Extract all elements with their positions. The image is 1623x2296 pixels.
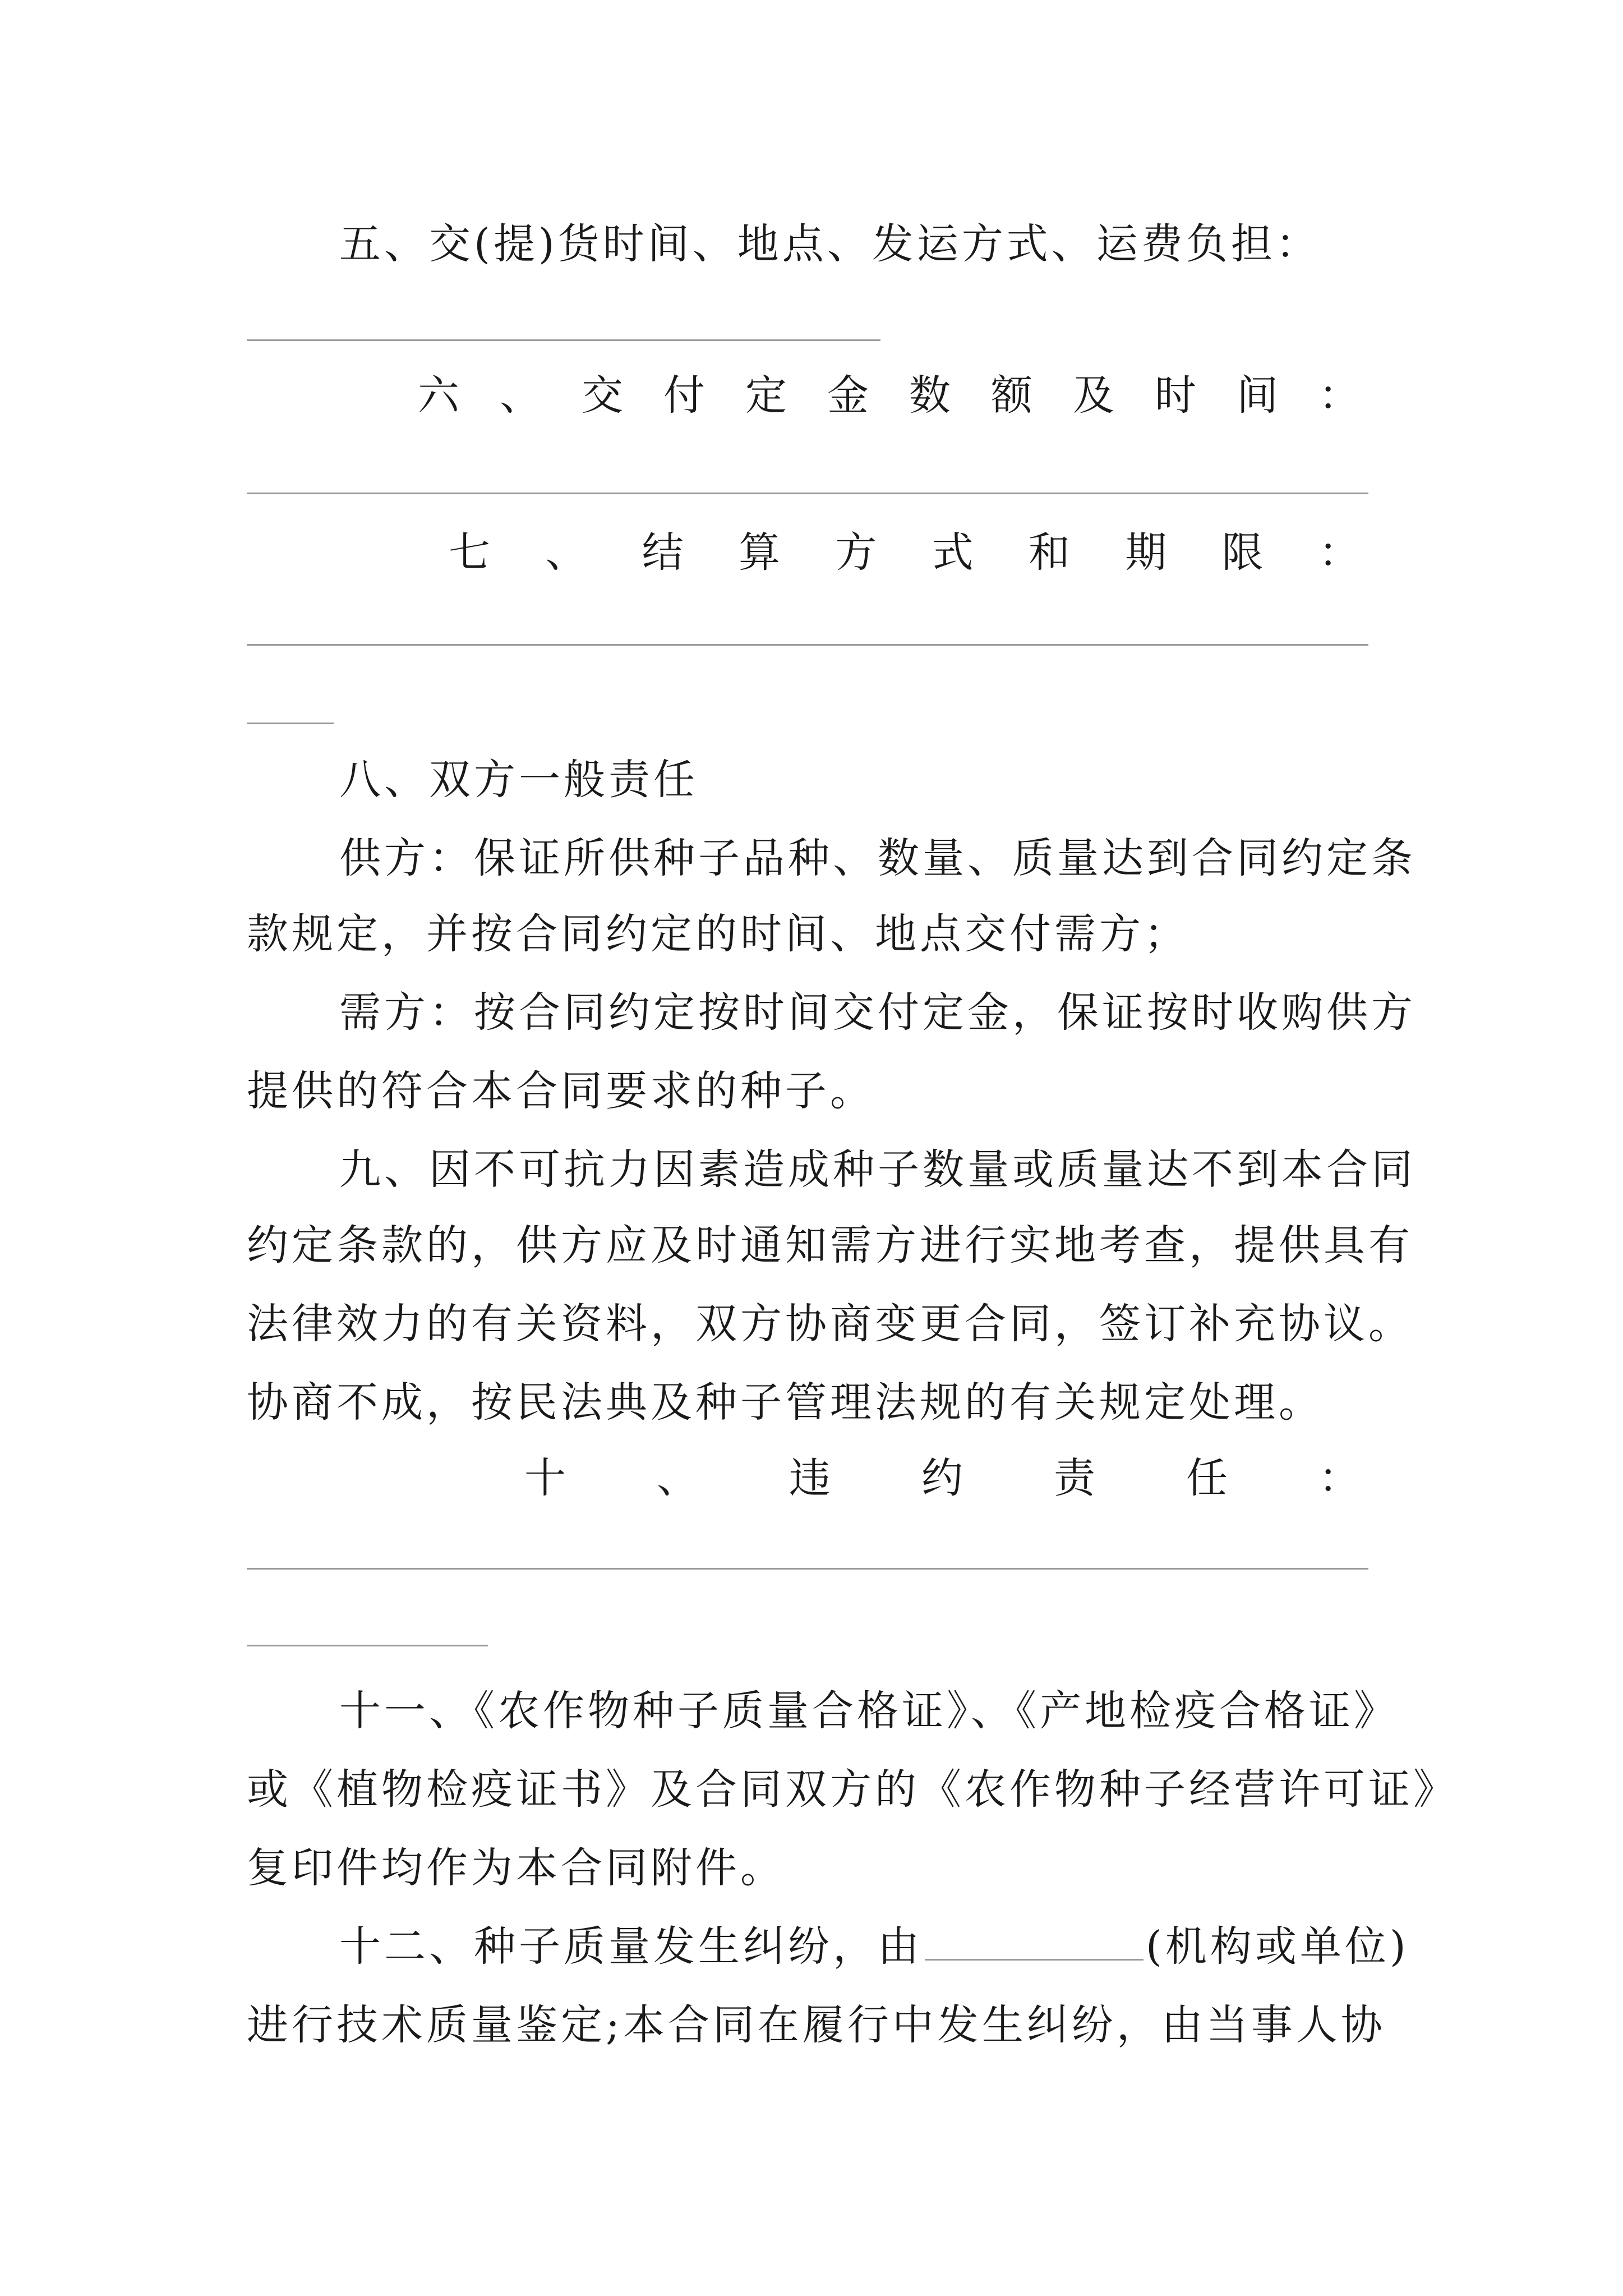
section-10-char: 违 — [789, 1454, 831, 1502]
section-6-char: 交 — [582, 371, 623, 420]
section-7-char: 限 — [1221, 528, 1264, 577]
buyer-duty-line-1: 需方：按合同约定按时间交付定金，保证按时收购供方 — [339, 988, 1416, 1037]
section-10-char: 约 — [921, 1454, 963, 1502]
section-7-char: 式 — [932, 528, 974, 577]
fill-in-line — [247, 339, 880, 341]
section-12-line-1 — [339, 1918, 1409, 1975]
section-8-title: 八、双方一般责任 — [339, 756, 698, 804]
fill-in-line — [247, 1645, 488, 1646]
section-6-title — [418, 367, 1360, 424]
section-7-char: 七 — [449, 528, 490, 577]
supplier-duty-line-2: 款规定，并按合同约定的时间、地点交付需方； — [247, 910, 1189, 958]
section-10-char: 十 — [524, 1454, 566, 1502]
section-9-line-2: 约定条款的，供方应及时通知需方进行实地考查，提供具有 — [247, 1221, 1413, 1269]
section-7-title — [449, 524, 1360, 581]
section-6-char: 六 — [418, 371, 459, 420]
section-7-char: 和 — [1028, 528, 1070, 577]
section-7-char: 、 — [545, 528, 587, 577]
section-6-char: 时 — [1155, 371, 1196, 420]
section-11-line-1: 十一、《农作物种子质量合格证》、《产地检疫合格证》 — [339, 1687, 1399, 1735]
section-9-line-3: 法律效力的有关资料，双方协商变更合同，签订补充协议。 — [247, 1300, 1413, 1348]
section-6-char: 数 — [909, 371, 951, 420]
section-11-line-2: 或《植物检疫证书》及合同双方的《农作物种子经营许可证》 — [247, 1765, 1458, 1814]
section-10-char: 任 — [1186, 1454, 1228, 1502]
institution-blank[interactable] — [925, 1920, 1144, 1961]
section-7-char: 方 — [835, 528, 877, 577]
fill-in-line — [247, 493, 1368, 494]
section-7-char: 期 — [1125, 528, 1167, 577]
section-10-title — [524, 1450, 1360, 1506]
section-6-char: 间 — [1237, 371, 1278, 420]
section-7-char: 结 — [642, 528, 684, 577]
section-6-char: 定 — [745, 371, 787, 420]
section-12-text-b: (机构或单位) — [1146, 1922, 1409, 1971]
section-12-text-a: 十二、种子质量发生纠纷，由 — [339, 1922, 923, 1971]
section-11-line-3: 复印件均作为本合同附件。 — [247, 1844, 785, 1892]
section-6-char: ： — [1318, 371, 1360, 420]
section-6-char: 及 — [1073, 371, 1114, 420]
fill-in-line — [247, 1568, 1368, 1570]
section-7-char: ： — [1318, 528, 1360, 577]
buyer-duty-line-2: 提供的符合本合同要求的种子。 — [247, 1067, 875, 1115]
section-10-char: ： — [1318, 1454, 1360, 1502]
fill-in-line — [247, 723, 334, 724]
fill-in-line — [247, 644, 1368, 646]
section-9-line-4: 协商不成，按民法典及种子管理法规的有关规定处理。 — [247, 1378, 1324, 1427]
supplier-duty-line-1: 供方：保证所供种子品种、数量、质量达到合同约定条 — [339, 834, 1416, 882]
section-5-title: 五、交(提)货时间、地点、发运方式、运费负担： — [339, 220, 1321, 268]
section-12-line-2: 进行技术质量鉴定;本合同在履行中发生纠纷，由当事人协 — [247, 2001, 1386, 2049]
section-6-char: 额 — [991, 371, 1032, 420]
section-6-char: 金 — [827, 371, 869, 420]
section-10-char: 责 — [1054, 1454, 1095, 1502]
section-6-char: 付 — [663, 371, 705, 420]
section-6-char: 、 — [500, 371, 541, 420]
section-9-line-1: 九、因不可抗力因素造成种子数量或质量达不到本合同 — [339, 1145, 1416, 1194]
section-10-char: 、 — [657, 1454, 698, 1502]
section-7-char: 算 — [738, 528, 780, 577]
